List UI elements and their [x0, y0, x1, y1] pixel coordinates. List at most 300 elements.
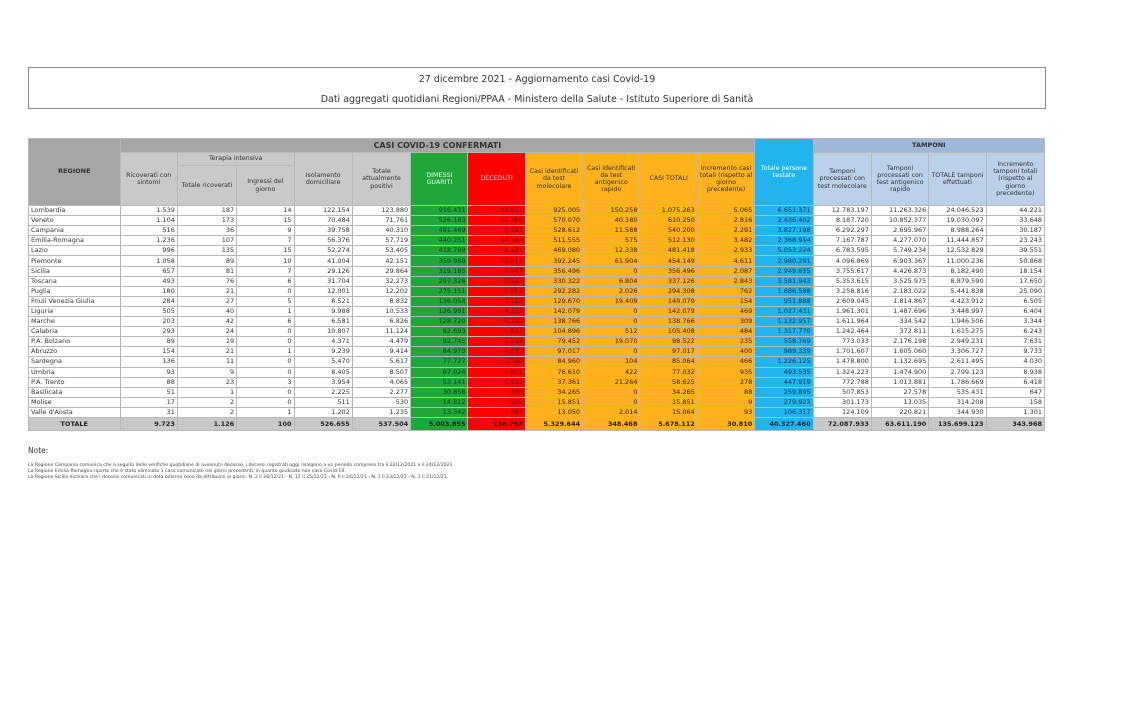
casi-molecolare-cell: 5.329.644	[525, 417, 582, 430]
dimessi-guariti-cell: 77.727	[411, 357, 468, 367]
deceduti-cell: 8.421	[468, 226, 525, 236]
totale-tamponi-cell: 344.930	[929, 407, 986, 417]
persone-testate-cell: 1.226.125	[755, 357, 813, 367]
table-row	[29, 266, 1045, 276]
totale-tamponi-cell: 8.988.264	[929, 226, 986, 236]
col-header-incremento-tamponi: Incremento tamponi totali (rispetto al giorno precedente)	[986, 153, 1044, 206]
tamponi-antigenico-cell: 1.487.696	[871, 306, 928, 316]
deceduti-cell: 136.753	[468, 417, 525, 430]
incremento-tamponi-cell: 33.648	[986, 216, 1044, 226]
region-name-cell: Lombardia	[29, 206, 121, 216]
table-row	[29, 296, 1045, 306]
persone-testate-cell: 6.651.371	[755, 206, 813, 216]
casi-totali-cell: 98.522	[640, 337, 697, 347]
table-row	[29, 256, 1045, 266]
tamponi-molecolare-cell: 301.173	[813, 397, 871, 407]
casi-antigenico-cell: 104	[583, 357, 640, 367]
totale-tamponi-cell: 11.000.236	[929, 256, 986, 266]
table-row	[29, 327, 1045, 337]
isolamento-cell: 10.807	[294, 327, 352, 337]
tamponi-antigenico-cell: 1.474.900	[871, 367, 928, 377]
col-header-ricoverati: Ricoverati con sintomi	[120, 153, 177, 206]
ingressi-giorno-cell: 0	[237, 397, 294, 407]
tamponi-molecolare-cell: 4.096.869	[813, 256, 871, 266]
totale-ricoverati-cell: 21	[177, 286, 236, 296]
casi-antigenico-cell: 19.070	[583, 337, 640, 347]
region-name-cell: Abruzzo	[29, 347, 121, 357]
isolamento-cell: 39.758	[294, 226, 352, 236]
notes-section	[28, 446, 1028, 481]
totale-ricoverati-cell: 81	[177, 266, 236, 276]
tamponi-molecolare-cell: 507.853	[813, 387, 871, 397]
tamponi-molecolare-cell: 12.783.197	[813, 206, 871, 216]
casi-antigenico-cell: 2.014	[583, 407, 640, 417]
dimessi-guariti-cell: 359.988	[411, 256, 468, 266]
attualmente-positivi-cell: 4.479	[352, 337, 410, 347]
ingressi-giorno-cell: 0	[237, 387, 294, 397]
dimessi-guariti-cell: 491.469	[411, 226, 468, 236]
incremento-casi-cell: 400	[697, 347, 754, 357]
isolamento-cell: 8.405	[294, 367, 352, 377]
tamponi-antigenico-cell: 334.542	[871, 317, 928, 327]
table-row	[29, 246, 1045, 256]
dimessi-guariti-cell: 136.054	[411, 296, 468, 306]
persone-testate-cell: 989.339	[755, 347, 813, 357]
ingressi-giorno-cell: 0	[237, 367, 294, 377]
incremento-casi-cell: 935	[697, 367, 754, 377]
deceduti-cell: 4.193	[468, 296, 525, 306]
deceduti-cell: 1.591	[468, 327, 525, 337]
ricoverati-cell: 516	[120, 226, 177, 236]
dimessi-guariti-cell: 14.812	[411, 397, 468, 407]
dimessi-guariti-cell: 440.251	[411, 236, 468, 246]
casi-molecolare-cell: 511.555	[525, 236, 582, 246]
ricoverati-cell: 1.104	[120, 216, 177, 226]
incremento-tamponi-cell: 3.344	[986, 317, 1044, 327]
totale-tamponi-cell: 314.208	[929, 397, 986, 407]
persone-testate-cell: 5.053.224	[755, 246, 813, 256]
totale-ricoverati-cell: 27	[177, 296, 236, 306]
ricoverati-cell: 9.723	[120, 417, 177, 430]
ricoverati-cell: 51	[120, 387, 177, 397]
incremento-casi-cell: 88	[697, 387, 754, 397]
casi-totali-cell: 34.265	[640, 387, 697, 397]
dimessi-guariti-cell: 13.342	[411, 407, 468, 417]
casi-totali-cell: 294.308	[640, 286, 697, 296]
incremento-tamponi-cell: 9.733	[986, 347, 1044, 357]
isolamento-cell: 122.154	[294, 206, 352, 216]
ricoverati-cell: 505	[120, 306, 177, 316]
casi-antigenico-cell: 0	[583, 317, 640, 327]
col-header-deceduti: DECEDUTI	[468, 153, 525, 206]
ricoverati-cell: 93	[120, 367, 177, 377]
totale-tamponi-cell: 3.448.997	[929, 306, 986, 316]
totale-tamponi-cell: 2.611.495	[929, 357, 986, 367]
deceduti-cell: 509	[468, 397, 525, 407]
incremento-casi-cell: 4.611	[697, 256, 754, 266]
table-row	[29, 377, 1045, 387]
region-name-cell: Basilicata	[29, 387, 121, 397]
casi-molecolare-cell: 138.766	[525, 317, 582, 327]
totale-tamponi-cell: 8.182.490	[929, 266, 986, 276]
region-name-cell: Campania	[29, 226, 121, 236]
incremento-casi-cell: 5.065	[697, 206, 754, 216]
ricoverati-cell: 996	[120, 246, 177, 256]
note-line: La Regione Emilia-Romagna riporta che è stato eliminato 1 caso comunicato nei giorni precedenti, in quanto giudicato non caso Covid-19.	[28, 469, 346, 474]
casi-molecolare-cell: 142.079	[525, 306, 582, 316]
note-line: La Regione Campania comunica che a seguito delle verifiche quotidiane di avvenuto decesso, i decessi registrati oggi risalgono a un periodo compreso tra il 22/12/2021 e il 24/12/2021.	[28, 463, 454, 468]
ingressi-giorno-cell: 9	[237, 226, 294, 236]
casi-totali-cell: 540.200	[640, 226, 697, 236]
ricoverati-cell: 493	[120, 276, 177, 286]
dimessi-guariti-cell: 30.858	[411, 387, 468, 397]
col-header-attualmente-positivi: Totale attualmente positivi	[352, 153, 410, 206]
persone-testate-cell: 3.827.198	[755, 226, 813, 236]
ingressi-giorno-cell: 10	[237, 256, 294, 266]
region-name-cell: Piemonte	[29, 256, 121, 266]
casi-antigenico-cell: 19.409	[583, 296, 640, 306]
tamponi-molecolare-cell: 5.353.615	[813, 276, 871, 286]
isolamento-cell: 4.371	[294, 337, 352, 347]
incremento-tamponi-cell: 44.221	[986, 206, 1044, 216]
dimessi-guariti-cell: 319.185	[411, 266, 468, 276]
casi-molecolare-cell: 84.960	[525, 357, 582, 367]
ingressi-giorno-cell: 100	[237, 417, 294, 430]
deceduti-cell: 34.952	[468, 206, 525, 216]
region-name-cell: Molise	[29, 397, 121, 407]
attualmente-positivi-cell: 123.880	[352, 206, 410, 216]
persone-testate-cell: 2.368.914	[755, 236, 813, 246]
deceduti-cell: 12.306	[468, 216, 525, 226]
totale-tamponi-cell: 8.879.590	[929, 276, 986, 286]
tamponi-molecolare-cell: 2.609.045	[813, 296, 871, 306]
ingressi-giorno-cell: 7	[237, 236, 294, 246]
casi-totali-cell: 1.075.263	[640, 206, 697, 216]
tamponi-antigenico-cell: 1.132.695	[871, 357, 928, 367]
col-header-casi-totali: CASI TOTALI	[640, 153, 697, 206]
deceduti-cell: 7.447	[468, 266, 525, 276]
tamponi-antigenico-cell: 4.426.873	[871, 266, 928, 276]
totale-ricoverati-cell: 21	[177, 347, 236, 357]
region-name-cell: Veneto	[29, 216, 121, 226]
incremento-tamponi-cell: 50.868	[986, 256, 1044, 266]
ingressi-giorno-cell: 14	[237, 206, 294, 216]
table-row	[29, 387, 1045, 397]
totale-tamponi-cell: 135.699.123	[929, 417, 986, 430]
col-header-totale-tamponi: TOTALE tamponi effettuati	[929, 153, 986, 206]
table-row	[29, 216, 1045, 226]
deceduti-cell: 14.160	[468, 236, 525, 246]
persone-testate-cell: 447.919	[755, 377, 813, 387]
tamponi-molecolare-cell: 6.292.297	[813, 226, 871, 236]
isolamento-cell: 9.239	[294, 347, 352, 357]
ingressi-giorno-cell: 7	[237, 266, 294, 276]
incremento-casi-cell: 762	[697, 286, 754, 296]
col-header-totale-ricoverati: Totale ricoverati	[177, 166, 236, 206]
tamponi-antigenico-cell: 220.821	[871, 407, 928, 417]
casi-totali-cell: 337.126	[640, 276, 697, 286]
table-row	[29, 317, 1045, 327]
totale-ricoverati-cell: 1.126	[177, 417, 236, 430]
persone-testate-cell: 106.317	[755, 407, 813, 417]
region-name-cell: Friuli Venezia Giulia	[29, 296, 121, 306]
attualmente-positivi-cell: 71.761	[352, 216, 410, 226]
totale-tamponi-cell: 535.431	[929, 387, 986, 397]
totale-ricoverati-cell: 36	[177, 226, 236, 236]
dimessi-guariti-cell: 92.693	[411, 327, 468, 337]
incremento-casi-cell: 309	[697, 317, 754, 327]
totale-tamponi-cell: 4.423.912	[929, 296, 986, 306]
casi-totali-cell: 58.625	[640, 377, 697, 387]
persone-testate-cell: 951.888	[755, 296, 813, 306]
ricoverati-cell: 1.539	[120, 206, 177, 216]
tamponi-antigenico-cell: 2.183.022	[871, 286, 928, 296]
ingressi-giorno-cell: 15	[237, 246, 294, 256]
totale-ricoverati-cell: 2	[177, 407, 236, 417]
tamponi-antigenico-cell: 372.811	[871, 327, 928, 337]
tamponi-antigenico-cell: 10.852.377	[871, 216, 928, 226]
tamponi-molecolare-cell: 1.242.464	[813, 327, 871, 337]
casi-totali-cell: 105.408	[640, 327, 697, 337]
confirmed-cases-group-header: CASI COVID-19 CONFERMATI	[120, 139, 755, 153]
attualmente-positivi-cell: 9.414	[352, 347, 410, 357]
casi-antigenico-cell: 575	[583, 236, 640, 246]
dimessi-guariti-cell: 418.789	[411, 246, 468, 256]
totale-tamponi-cell: 2.949.231	[929, 337, 986, 347]
casi-antigenico-cell: 0	[583, 347, 640, 357]
ricoverati-cell: 1.058	[120, 256, 177, 266]
isolamento-cell: 511	[294, 397, 352, 407]
tamponi-antigenico-cell: 1.605.060	[871, 347, 928, 357]
attualmente-positivi-cell: 537.504	[352, 417, 410, 430]
tamponi-antigenico-cell: 4.277.070	[871, 236, 928, 246]
incremento-casi-cell: 9	[697, 397, 754, 407]
tamponi-group-header: TAMPONI	[813, 139, 1044, 153]
persone-testate-cell: 1.317.770	[755, 327, 813, 337]
incremento-casi-cell: 2.087	[697, 266, 754, 276]
incremento-tamponi-cell: 647	[986, 387, 1044, 397]
casi-totali-cell: 481.418	[640, 246, 697, 256]
isolamento-cell: 70.484	[294, 216, 352, 226]
region-name-cell: P.A. Bolzano	[29, 337, 121, 347]
ingressi-giorno-cell: 0	[237, 327, 294, 337]
tamponi-molecolare-cell: 773.033	[813, 337, 871, 347]
tamponi-antigenico-cell: 11.263.326	[871, 206, 928, 216]
deceduti-cell: 1.419	[468, 377, 525, 387]
casi-molecolare-cell: 129.670	[525, 296, 582, 306]
tamponi-antigenico-cell: 13.035	[871, 397, 928, 407]
persone-testate-cell: 3.581.943	[755, 276, 813, 286]
casi-antigenico-cell: 150.258	[583, 206, 640, 216]
deceduti-cell: 2.630	[468, 347, 525, 357]
incremento-casi-cell: 2.291	[697, 226, 754, 236]
casi-antigenico-cell: 0	[583, 387, 640, 397]
totale-ricoverati-cell: 19	[177, 337, 236, 347]
tamponi-antigenico-cell: 1.013.881	[871, 377, 928, 387]
totale-tamponi-cell: 5.441.838	[929, 286, 986, 296]
deceduti-cell: 6.955	[468, 286, 525, 296]
casi-antigenico-cell: 21.264	[583, 377, 640, 387]
casi-antigenico-cell: 0	[583, 397, 640, 407]
attualmente-positivi-cell: 42.151	[352, 256, 410, 266]
tamponi-molecolare-cell: 7.167.787	[813, 236, 871, 246]
attualmente-positivi-cell: 11.124	[352, 327, 410, 337]
casi-molecolare-cell: 79.452	[525, 337, 582, 347]
casi-totali-cell: 142.079	[640, 306, 697, 316]
region-name-cell: Sardegna	[29, 357, 121, 367]
attualmente-positivi-cell: 29.864	[352, 266, 410, 276]
incremento-casi-cell: 466	[697, 357, 754, 367]
tamponi-molecolare-cell: 1.478.800	[813, 357, 871, 367]
casi-totali-cell: 454.149	[640, 256, 697, 266]
ricoverati-cell: 293	[120, 327, 177, 337]
casi-totali-cell: 138.766	[640, 317, 697, 327]
dimessi-guariti-cell: 53.141	[411, 377, 468, 387]
region-name-cell: Valle d'Aosta	[29, 407, 121, 417]
incremento-tamponi-cell: 6.404	[986, 306, 1044, 316]
incremento-casi-cell: 235	[697, 337, 754, 347]
incremento-tamponi-cell: 158	[986, 397, 1044, 407]
table-row	[29, 306, 1045, 316]
table-row	[29, 337, 1045, 347]
col-header-tamponi-antigenico: Tamponi processati con test antigenico rapido	[871, 153, 928, 206]
attualmente-positivi-cell: 12.202	[352, 286, 410, 296]
incremento-casi-cell: 2.933	[697, 246, 754, 256]
incremento-casi-cell: 469	[697, 306, 754, 316]
isolamento-cell: 52.274	[294, 246, 352, 256]
notes-heading: Note:	[28, 446, 49, 455]
ricoverati-cell: 180	[120, 286, 177, 296]
totale-tamponi-cell: 11.444.857	[929, 236, 986, 246]
isolamento-cell: 526.655	[294, 417, 352, 430]
casi-totali-cell: 15.064	[640, 407, 697, 417]
incremento-casi-cell: 484	[697, 327, 754, 337]
isolamento-cell: 29.126	[294, 266, 352, 276]
deceduti-cell: 1.720	[468, 357, 525, 367]
attualmente-positivi-cell: 530	[352, 397, 410, 407]
casi-antigenico-cell: 0	[583, 306, 640, 316]
incremento-tamponi-cell: 18.154	[986, 266, 1044, 276]
casi-molecolare-cell: 356.496	[525, 266, 582, 276]
totale-tamponi-cell: 1.946.506	[929, 317, 986, 327]
persone-testate-cell: 279.923	[755, 397, 813, 407]
attualmente-positivi-cell: 4.065	[352, 377, 410, 387]
casi-molecolare-cell: 392.245	[525, 256, 582, 266]
region-name-cell: Lazio	[29, 246, 121, 256]
totale-ricoverati-cell: 2	[177, 397, 236, 407]
dimessi-guariti-cell: 275.151	[411, 286, 468, 296]
ricoverati-cell: 284	[120, 296, 177, 306]
tamponi-antigenico-cell: 2.176.198	[871, 337, 928, 347]
incremento-tamponi-cell: 343.968	[986, 417, 1044, 430]
ingressi-giorno-cell: 5	[237, 296, 294, 306]
dimessi-guariti-cell: 526.183	[411, 216, 468, 226]
casi-molecolare-cell: 469.080	[525, 246, 582, 256]
note-line: La Regione Sicilia dichiara che i decessi comunicati in data odierna sono da attribuirsi ai giorni: N. 2 il 26/12/21 - N. 12 il 25/12/21 - N. 6 il 24/12/21 - N. 1 il 23/12/21 - N. 1 il 21/12/21.	[28, 475, 449, 480]
casi-totali-cell: 77.032	[640, 367, 697, 377]
incremento-tamponi-cell: 39.551	[986, 246, 1044, 256]
totale-tamponi-cell: 3.306.727	[929, 347, 986, 357]
dimessi-guariti-cell: 128.720	[411, 317, 468, 327]
deceduti-cell: 4.555	[468, 306, 525, 316]
deceduti-cell: 7.525	[468, 276, 525, 286]
isolamento-cell: 9.988	[294, 306, 352, 316]
casi-molecolare-cell: 13.050	[525, 407, 582, 417]
ricoverati-cell: 31	[120, 407, 177, 417]
region-name-cell: Toscana	[29, 276, 121, 286]
ingressi-giorno-cell: 6	[237, 317, 294, 327]
ricoverati-cell: 657	[120, 266, 177, 276]
incremento-tamponi-cell: 23.243	[986, 236, 1044, 246]
tamponi-molecolare-cell: 3.755.617	[813, 266, 871, 276]
region-name-cell: Umbria	[29, 367, 121, 377]
isolamento-cell: 56.376	[294, 236, 352, 246]
incremento-tamponi-cell: 30.187	[986, 226, 1044, 236]
tamponi-molecolare-cell: 772.788	[813, 377, 871, 387]
incremento-tamponi-cell: 6.418	[986, 377, 1044, 387]
totale-tamponi-cell: 24.046.523	[929, 206, 986, 216]
table-row	[29, 397, 1045, 407]
totale-tamponi-cell: 1.786.669	[929, 377, 986, 387]
tamponi-antigenico-cell: 1.814.867	[871, 296, 928, 306]
casi-molecolare-cell: 76.610	[525, 367, 582, 377]
isolamento-cell: 1.202	[294, 407, 352, 417]
totale-ricoverati-cell: 173	[177, 216, 236, 226]
tamponi-antigenico-cell: 2.695.967	[871, 226, 928, 236]
attualmente-positivi-cell: 6.826	[352, 317, 410, 327]
incremento-casi-cell: 154	[697, 296, 754, 306]
incremento-tamponi-cell: 6.505	[986, 296, 1044, 306]
isolamento-cell: 5.470	[294, 357, 352, 367]
attualmente-positivi-cell: 10.533	[352, 306, 410, 316]
casi-molecolare-cell: 37.361	[525, 377, 582, 387]
table-row	[29, 206, 1045, 216]
dimessi-guariti-cell: 297.328	[411, 276, 468, 286]
totale-tamponi-cell: 19.030.097	[929, 216, 986, 226]
persone-testate-cell: 40.327.460	[755, 417, 813, 430]
incremento-casi-cell: 278	[697, 377, 754, 387]
col-header-casi-molecolare: Casi identificati da test molecolare	[525, 153, 582, 206]
incremento-tamponi-cell: 17.650	[986, 276, 1044, 286]
table-row	[29, 367, 1045, 377]
totale-tamponi-cell: 12.532.829	[929, 246, 986, 256]
tamponi-molecolare-cell: 124.109	[813, 407, 871, 417]
col-header-incremento-casi: Incremento casi totali (rispetto al giorno precedente)	[697, 153, 754, 206]
tamponi-antigenico-cell: 27.578	[871, 387, 928, 397]
table-row	[29, 276, 1045, 286]
region-name-cell: Liguria	[29, 306, 121, 316]
incremento-tamponi-cell: 7.631	[986, 337, 1044, 347]
table-row	[29, 236, 1045, 246]
persone-testate-cell: 2.436.402	[755, 216, 813, 226]
incremento-tamponi-cell: 1.301	[986, 407, 1044, 417]
ingressi-giorno-cell: 6	[237, 276, 294, 286]
persone-testate-cell: 2.980.291	[755, 256, 813, 266]
totale-ricoverati-cell: 42	[177, 317, 236, 327]
ricoverati-cell: 1.236	[120, 236, 177, 246]
persone-testate-cell: 558.769	[755, 337, 813, 347]
casi-molecolare-cell: 34.265	[525, 387, 582, 397]
totale-ricoverati-cell: 9	[177, 367, 236, 377]
attualmente-positivi-cell: 32.273	[352, 276, 410, 286]
totale-ricoverati-cell: 89	[177, 256, 236, 266]
region-name-cell: Puglia	[29, 286, 121, 296]
casi-antigenico-cell: 40.180	[583, 216, 640, 226]
attualmente-positivi-cell: 57.719	[352, 236, 410, 246]
persone-testate-cell: 493.535	[755, 367, 813, 377]
report-title-box	[28, 67, 1046, 109]
casi-antigenico-cell: 512	[583, 327, 640, 337]
